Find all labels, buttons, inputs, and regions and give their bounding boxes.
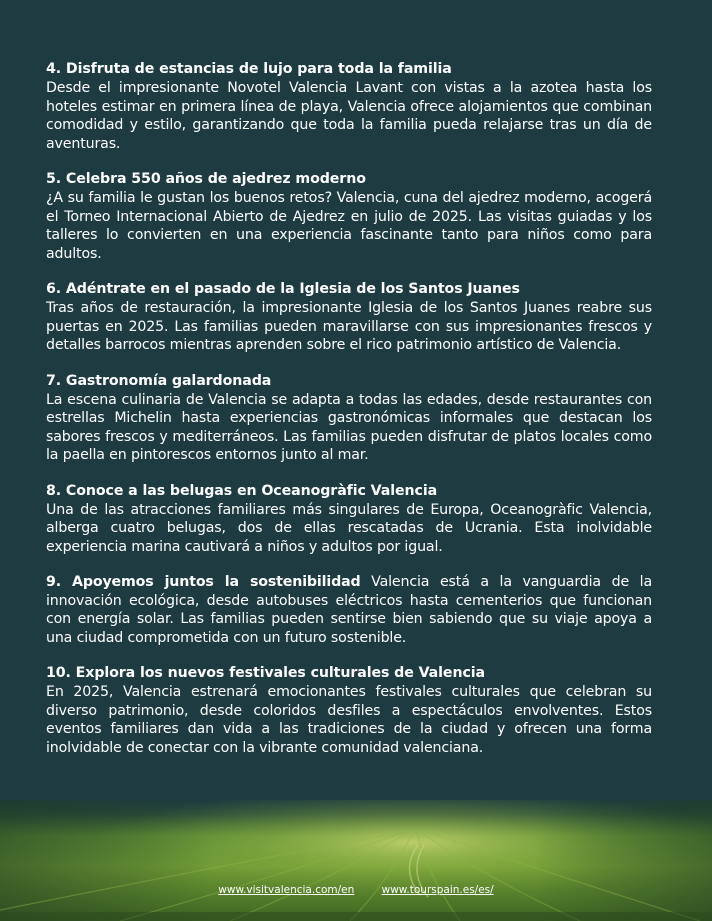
section-7-body: La escena culinaria de Valencia se adapta a todas las edades, desde restaurantes con estrellas Michelin hasta experiencias gastronómicas informales que destacan los sabores frescos y mediterráneos. Las familias pueden disfrutar de platos locales como la paella en pintorescos entornos junto al mar.	[46, 391, 652, 463]
visitvalencia-link[interactable]: www.visitvalencia.com/en	[218, 884, 355, 896]
section-4	[46, 60, 652, 153]
section-4-body: Desde el impresionante Novotel Valencia Lavant con vistas a la azotea hasta los hoteles estimar en primera línea de playa, Valencia ofrece alojamientos que combinan comodidad y estilo, garantizando que toda la familia pueda relajarse tras un día de aventuras.	[46, 80, 652, 152]
section-6-title: 6. Adéntrate en el pasado de la Iglesia de los Santos Juanes	[46, 281, 520, 297]
section-9-paragraph	[46, 573, 652, 647]
section-9	[46, 573, 652, 647]
section-6	[46, 280, 652, 355]
section-5-title: 5. Celebra 550 años de ajedrez moderno	[46, 171, 366, 187]
tourspain-link[interactable]: www.tourspain.es/es/	[381, 884, 494, 896]
section-6-body: Tras años de restauración, la impresionante Iglesia de los Santos Juanes reabre sus puertas en 2025. Las familias pueden maravillarse con sus impresionantes frescos y detalles barrocos mientras aprenden sobre el rico patrimonio artístico de Valencia.	[46, 300, 652, 353]
section-9-title: 9. Apoyemos juntos la sostenibilidad	[46, 574, 361, 590]
section-5	[46, 170, 652, 263]
section-7-title: 7. Gastronomía galardonada	[46, 372, 272, 389]
section-5-body: ¿A su familia le gustan los buenos retos? Valencia, cuna del ajedrez moderno, acogerá el Torneo Internacional Abierto de Ajedrez en julio de 2025. Las visitas guiadas y los talleres lo convierten en una experiencia fascinante tanto para niños como para adultos.	[46, 190, 652, 262]
section-8-title: 8. Conoce a las belugas en Oceanogràfic Valencia	[46, 482, 438, 499]
article-content	[46, 60, 652, 774]
section-10-body: En 2025, Valencia estrenará emocionantes festivales culturales que celebran su diverso patrimonio, desde coloridos desfiles a espectáculos envolventes. Estos eventos familiares dan vida a las tradiciones de la ciudad y ofrecen una forma inolvidable de conectar con la vibrante comunidad valenciana.	[46, 684, 652, 756]
section-8-body: Una de las atracciones familiares más singulares de Europa, Oceanogràfic Valencia, alberga cuatro belugas, dos de ellas rescatadas de Ucrania. Esta inolvidable experiencia marina cautivará a niños y adultos por igual.	[46, 501, 652, 555]
section-9-body: Valencia está a la vanguardia de la innovación ecológica, desde autobuses eléctricos hasta cementerios que funcionan con energía solar. Las familias pueden sentirse bien sabiendo que su viaje apoya a una ciudad comprometida con un futuro sostenible.	[46, 574, 652, 646]
section-7	[46, 372, 652, 465]
green-field-image	[0, 800, 712, 921]
section-4-title: 4. Disfruta de estancias de lujo para toda la familia	[46, 61, 452, 77]
section-10-title: 10. Explora los nuevos festivales culturales de Valencia	[46, 665, 485, 681]
section-10	[46, 664, 652, 757]
footer-links	[0, 884, 712, 896]
section-8	[46, 482, 652, 557]
